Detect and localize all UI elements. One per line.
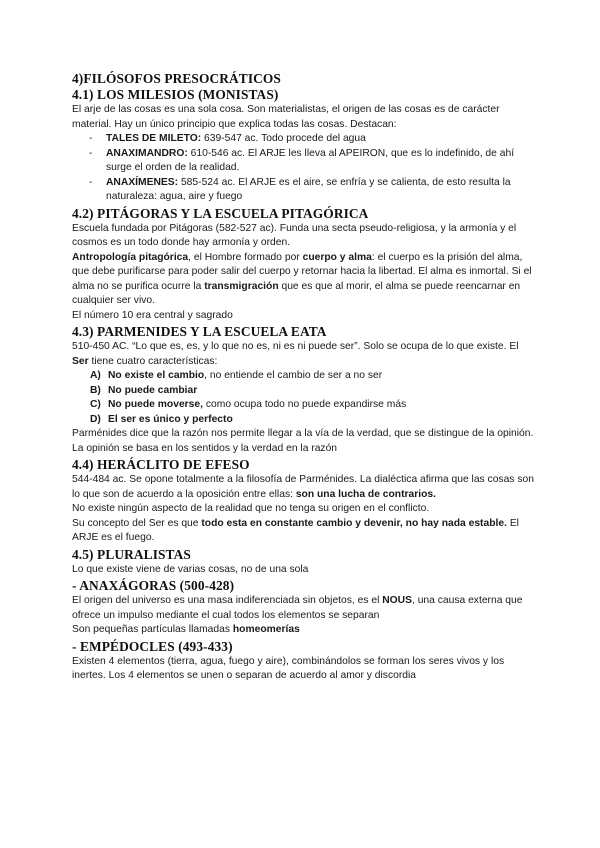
heraclito-paragraph-1: 544-484 ac. Se opone totalmente a la filosofía de Parménides. La dialéctica afirma que las cosas son lo que son de acuerdo a la oposición entre ellas: son una lucha de contrarios.: [72, 474, 534, 500]
heraclito-paragraph-3: Su concepto del Ser es que todo esta en constante cambio y devenir, no hay nada estable. El ARJE es el fuego.: [72, 517, 519, 543]
list-item: - ANAXÍMENES: 585-524 ac. El ARJE es el aire, se enfría y se calienta, de esto resulta la naturaleza: agua, aire y fuego: [89, 176, 511, 202]
list-item: - TALES DE MILETO: 639-547 ac. Todo procede del agua: [89, 133, 366, 144]
milesios-list: [72, 132, 534, 205]
milesios-intro: El arje de las cosas es una sola cosa. Son materialistas, el origen de las cosas es de carácter material. Hay un único principio que explica todas las cosas. Destacan:: [72, 104, 500, 130]
parmenides-paragraph-1: 510-450 AC. “Lo que es, es, y lo que no es, ni es ni puede ser”. Solo se ocupa de lo que existe. El Ser tiene cuatro características:: [72, 341, 519, 367]
list-item: B) No puede cambiar: [90, 384, 198, 396]
section-heading-pitagoras: 4.2) PITÁGORAS Y LA ESCUELA PITAGÓRICA: [72, 205, 369, 221]
section-heading-milesios: 4.1) LOS MILESIOS (MONISTAS): [72, 87, 279, 102]
list-item: C) No puede moverse, como ocupa todo no puede expandirse más: [90, 399, 407, 410]
anaxagoras-paragraph-1: El origen del universo es una masa indiferenciada sin objetos, es el NOUS, una causa externa que ofrece un impulso mediante el cual todos los elementos se separan: [72, 595, 523, 621]
section-heading-parmenides: 4.3) PARMENIDES Y LA ESCUELA EATA: [72, 324, 327, 339]
page-title: 4)FILÓSOFOS PRESOCRÁTICOS: [72, 71, 281, 86]
subheading-anaxagoras: - ANAXÁGORAS (500-428): [72, 578, 235, 593]
pitagoras-paragraph-1: Escuela fundada por Pitágoras (582-527 ac). Funda una secta pseudo-religiosa, y la armonía y el cosmos es un todo donde hay armonía y orden.: [72, 222, 517, 248]
list-item: D) El ser es único y perfecto: [90, 413, 233, 425]
section-heading-heraclito: 4.4) HERÁCLITO DE EFESO: [72, 457, 250, 472]
subheading-empedocles: - EMPÉDOCLES (493-433): [72, 638, 233, 654]
section-heading-pluralistas: 4.5) PLURALISTAS: [72, 546, 191, 562]
pitagoras-paragraph-3: El número 10 era central y sagrado: [72, 309, 233, 321]
anaxagoras-paragraph-2: Son pequeñas partículas llamadas homeomerías: [72, 624, 300, 635]
parmenides-list: [72, 369, 534, 427]
parmenides-paragraph-2: Parménides dice que la razón nos permite llegar a la vía de la verdad, que se distingue de la opinión. La opinión se basa en los sentidos y la verdad en la razón: [72, 428, 534, 454]
pluralistas-paragraph: Lo que existe viene de varias cosas, no de una sola: [72, 563, 309, 575]
pitagoras-paragraph-2: Antropología pitagórica, el Hombre formado por cuerpo y alma: el cuerpo es la prisión del alma, que debe purificarse para poder salir del cuerpo y retornar hacia la libertad. El alma es inmortal. Si el alma no se purifica ocurre la transmigración que es que al morir, el alma se puede reencarnar en cualquier ser vivo.: [72, 251, 532, 306]
list-item: - ANAXIMANDRO: 610-546 ac. El ARJE les lleva al APEIRON, que es lo indefinido, de ahí surge el orden de la realidad.: [89, 147, 515, 173]
document-body: [72, 71, 534, 684]
list-item: A) No existe el cambio, no entiende el cambio de ser a no ser: [90, 370, 383, 381]
empedocles-paragraph: Existen 4 elementos (tierra, agua, fuego y aire), combinándolos se forman los seres vivos y los inertes. Los 4 elementos se unen o separan de acuerdo al amor y discordia: [72, 655, 505, 681]
heraclito-paragraph-2: No existe ningún aspecto de la realidad que no tenga su origen en el conflicto.: [72, 503, 430, 514]
